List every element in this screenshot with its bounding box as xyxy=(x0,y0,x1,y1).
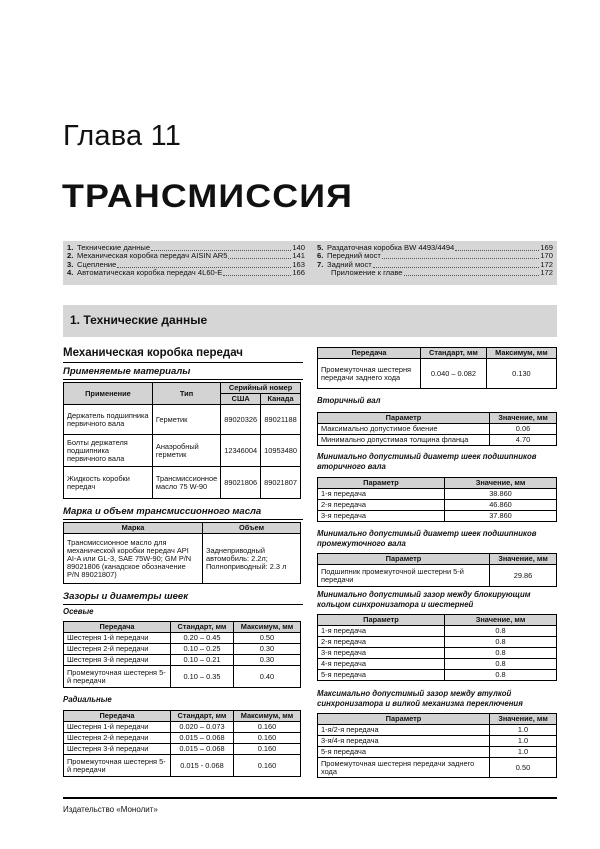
toc-item[interactable]: Приложение к главе 172 xyxy=(331,267,553,277)
col-header: Передача xyxy=(318,348,421,359)
min-diam-secondary-table xyxy=(317,477,557,522)
reverse-gear-table xyxy=(317,347,557,389)
col-header: Значение, мм xyxy=(445,478,557,489)
table-row: Болты держателя подшипника первичного вала Анаэробный герметик 12346004 10953480 xyxy=(64,435,301,467)
col-header: Параметр xyxy=(318,615,445,626)
table-row: Шестерня 2-й передачи 0.015 – 0.068 0.160 xyxy=(64,733,301,744)
divider xyxy=(63,604,303,605)
table-row: Шестерня 1-й передачи 0.020 – 0.073 0.160 xyxy=(64,722,301,733)
section-header xyxy=(63,305,557,337)
secondary-shaft-heading: Вторичный вал xyxy=(317,396,381,405)
table-row: Шестерня 3-й передачи 0.015 – 0.068 0.160 xyxy=(64,744,301,755)
toc-item[interactable]: 5. Раздаточная коробка BW 4493/4494 169 xyxy=(317,243,553,252)
col-header: Значение, мм xyxy=(490,714,557,725)
col-header: Параметр xyxy=(318,714,490,725)
sync-gap-table xyxy=(317,614,557,681)
publisher-footer: Издательство «Монолит» xyxy=(63,805,158,814)
col-header: Передача xyxy=(64,711,171,722)
table-row: Промежуточная шестерня передачи заднего хода 0.040 – 0.082 0.130 xyxy=(318,359,557,389)
table-row: 5-я передача 1.0 xyxy=(318,747,557,758)
table-row: 5-я передача 0.8 xyxy=(318,670,557,681)
col-header: Объем xyxy=(203,523,301,534)
toc-item[interactable]: 3. Сцепление 163 xyxy=(67,259,305,269)
radial-table xyxy=(63,710,301,777)
toc-item[interactable]: 2. Механическая коробка передач AISIN AR5 141 xyxy=(67,251,305,261)
col-header: Передача xyxy=(64,622,171,633)
table-row: 1-я передача 0.8 xyxy=(318,626,557,637)
chapter-label: Глава 11 xyxy=(63,120,182,152)
sync-gap-heading: Минимально допустимый зазор между блокирующим кольцом синхронизатора и шестерней xyxy=(317,590,531,609)
table-row: 3-я передача 0.8 xyxy=(318,648,557,659)
toc-item[interactable]: 6. Передний мост 170 xyxy=(317,251,553,261)
table-row: 4-я передача 0.8 xyxy=(318,659,557,670)
col-header: Параметр xyxy=(318,478,445,489)
col-header: Серийный номер xyxy=(221,383,301,394)
col-header: Стандарт, мм xyxy=(171,711,234,722)
fork-gap-table xyxy=(317,713,557,778)
table-row: Держатель подшипника первичного вала Герметик 89020326 89021188 xyxy=(64,405,301,435)
divider xyxy=(63,379,303,380)
table-row: Промежуточная шестерня 5-й передачи 0.015 - 0.068 0.160 xyxy=(64,755,301,777)
materials-table xyxy=(63,382,301,499)
col-header: Тип xyxy=(152,383,220,405)
min-diam-intermediate-heading: Минимально допустимый диаметр шеек подшипников промежуточного вала xyxy=(317,529,537,548)
table-of-contents xyxy=(63,241,557,285)
oil-heading: Марка и объем трансмиссионного масла xyxy=(63,506,262,517)
table-row: Промежуточная шестерня передачи заднего хода 0.50 xyxy=(318,758,557,778)
toc-item[interactable]: 4. Автоматическая коробка передач 4L60-E 166 xyxy=(67,267,305,277)
col-header: США xyxy=(221,394,261,405)
divider xyxy=(63,362,303,363)
col-header: Максимум, мм xyxy=(233,622,300,633)
oil-table xyxy=(63,522,301,584)
col-header: Применение xyxy=(64,383,153,405)
secondary-shaft-table xyxy=(317,412,557,446)
table-row: 1-я/2-я передача 1.0 xyxy=(318,725,557,736)
toc-item[interactable]: 1. Технические данные 140 xyxy=(67,243,305,252)
col-header: Значение, мм xyxy=(445,615,557,626)
table-row: 1-я передача 38.860 xyxy=(318,489,557,500)
table-row: Шестерня 1-й передачи 0.20 – 0.45 0.50 xyxy=(64,633,301,644)
col-header: Максимум, мм xyxy=(486,348,556,359)
table-row: Промежуточная шестерня 5-й передачи 0.10 – 0.35 0.40 xyxy=(64,666,301,688)
radial-heading: Радиальные xyxy=(63,695,112,704)
col-header: Значение, мм xyxy=(490,413,557,424)
col-header: Параметр xyxy=(318,413,490,424)
section-title: 1. Технические данные xyxy=(70,313,208,327)
divider xyxy=(63,519,303,520)
table-row: 2-я передача 0.8 xyxy=(318,637,557,648)
table-row: Подшипник промежуточной шестерни 5-й передачи 29.86 xyxy=(318,565,557,587)
table-row: Максимально допустимое биение 0.06 xyxy=(318,424,557,435)
col-header: Значение, мм xyxy=(490,554,557,565)
col-header: Стандарт, мм xyxy=(171,622,234,633)
axial-heading: Осевые xyxy=(63,607,94,616)
table-row: Минимально допустимая толщина фланца 4.70 xyxy=(318,435,557,446)
table-row: 3-я/4-я передача 1.0 xyxy=(318,736,557,747)
gaps-heading: Зазоры и диаметры шеек xyxy=(63,591,189,602)
col-header: Стандарт, мм xyxy=(421,348,487,359)
footer-divider xyxy=(63,797,557,799)
col-header: Канада xyxy=(261,394,301,405)
axial-table xyxy=(63,621,301,688)
table-row: Шестерня 2-й передачи 0.10 – 0.25 0.30 xyxy=(64,644,301,655)
table-row: 3-я передача 37.860 xyxy=(318,511,557,522)
table-row: Шестерня 3-й передачи 0.10 – 0.21 0.30 xyxy=(64,655,301,666)
col-header: Максимум, мм xyxy=(233,711,300,722)
col-header: Параметр xyxy=(318,554,490,565)
table-row: Жидкость коробки передач Трансмиссионное масло 75 W-90 89021806 89021807 xyxy=(64,467,301,499)
subsection-heading: Механическая коробка передач xyxy=(63,347,243,359)
min-diam-intermediate-table xyxy=(317,553,557,587)
fork-gap-heading: Максимально допустимый зазор между втулкой синхронизатора и вилкой механизма переключения xyxy=(317,689,523,708)
page-title: ТРАНСМИССИЯ xyxy=(62,178,354,214)
min-diam-secondary-heading: Минимально допустимый диаметр шеек подшипников вторичного вала xyxy=(317,452,537,471)
table-row: 2-я передача 46.860 xyxy=(318,500,557,511)
col-header: Марка xyxy=(64,523,203,534)
materials-heading: Применяемые материалы xyxy=(63,366,191,377)
table-row: Трансмиссионное масло для механической коробки передач API AI-A или GL-3, SAE 75W-90; GM P/N 89021806 (канадское обозначение P/N 89021807) Заднеприводный автомобиль: 2.2л; Полноприводный: 2.3 л xyxy=(64,534,301,584)
toc-item[interactable]: 7. Задний мост 172 xyxy=(317,259,553,269)
